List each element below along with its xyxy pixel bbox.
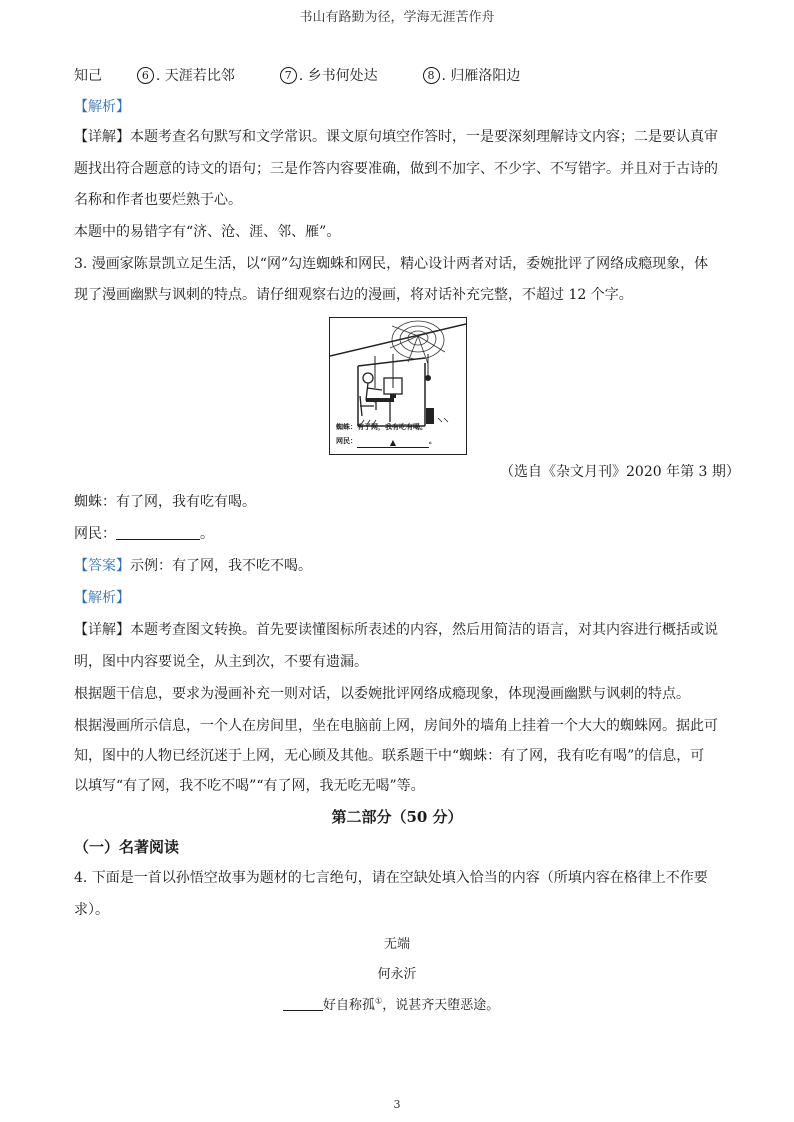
cartoon-source: （选自《杂文月刊》2020 年第 3 期） <box>500 464 740 480</box>
q2-item: . 天涯若比邻 <box>155 68 235 84</box>
q2-detail-line: 题找出符合题意的诗文的语句；三是作答内容要准确，做到不加字、不少字、不写错字。并且对于古诗的 <box>74 161 718 177</box>
q3-detail-line: 根据题干信息，要求为漫画补充一则对话，以委婉批评网络成瘾现象，体现漫画幽默与讽刺的特点。 <box>74 686 690 702</box>
poem-blank[interactable] <box>283 1010 323 1011</box>
q4-stem-line: 4. 下面是一首以孙悟空故事为题材的七言绝句，请在空缺处填入恰当的内容（所填内容在格律上不作要 <box>74 870 708 886</box>
q2-item: . 归雁洛阳边 <box>441 68 521 84</box>
poem-author: 何永沂 <box>377 967 417 982</box>
poem-title: 无端 <box>383 937 410 952</box>
answer-text: 示例：有了网，我不吃不喝。 <box>130 558 312 574</box>
netizen-prefix: 网民： <box>74 526 116 542</box>
cartoon-caption-spider: 蜘蛛：有了网，我有吃有喝。 <box>336 422 427 431</box>
poem-text: 好自称孤 <box>323 998 376 1013</box>
spider-line: 蜘蛛：有了网，我有吃有喝。 <box>74 494 256 510</box>
circled-number: 6 <box>137 67 154 84</box>
section-title: （一）名著阅读 <box>74 838 180 856</box>
detail-text: 本题考查名句默写和文学常识。课文原句填空作答时，一是要深刻理解诗文内容；二是要认真审 <box>130 129 718 145</box>
q2-detail-line: 名称和作者也要烂熟于心。 <box>74 192 242 208</box>
poem-text: ，说甚齐天堕恶途。 <box>382 998 500 1013</box>
q2-prefix: 知己 <box>74 68 102 84</box>
q2-answer-tail <box>74 66 520 86</box>
caption-prefix: 网民： <box>336 436 357 445</box>
footnote-mark: ① <box>375 996 383 1006</box>
detail-tag: 【详解】 <box>74 129 130 145</box>
netizen-line <box>74 524 214 544</box>
q2-analysis-tag: 【解析】 <box>74 99 130 115</box>
q2-item: . 乡书何处达 <box>298 68 378 84</box>
q3-detail-line: 以填写“有了网，我不吃不喝”“有了网，我无吃无喝”等。 <box>74 778 425 794</box>
q3-detail-line: 根据漫画所示信息，一个人在房间里，坐在电脑前上网，房间外的墙角上挂着一个大大的蜘蛛网。据此可 <box>74 718 718 734</box>
q3-stem-line: 现了漫画幽默与讽刺的特点。请仔细观察右边的漫画，将对话补充完整，不超过 12 个字。 <box>74 287 633 303</box>
answer-blank[interactable] <box>116 539 200 540</box>
detail-tag: 【详解】 <box>74 622 130 638</box>
answer-tag: 【答案】 <box>74 558 130 574</box>
q3-detail-line <box>74 620 718 640</box>
part-title: 第二部分（50 分） <box>331 808 463 826</box>
q3-stem-line: 3. 漫画家陈景凯立足生活，以“网”勾连蜘蛛和网民，精心设计两者对话，委婉批评了网络成瘾现象，体 <box>74 256 709 272</box>
cartoon-image <box>329 317 467 455</box>
cartoon-drawing <box>330 318 466 454</box>
q3-detail-line: 明，图中内容要说全，从主到次，不要有遗漏。 <box>74 654 368 670</box>
page-header: 书山有路勤为径，学海无涯苦作舟 <box>299 10 495 25</box>
caption-blank: ▲ <box>357 437 429 448</box>
circled-number: 8 <box>423 67 440 84</box>
q4-stem-line: 求）。 <box>74 902 109 918</box>
page-number: 3 <box>393 1098 401 1111</box>
detail-text: 本题考查图文转换。首先要读懂图标所表述的内容，然后用简洁的语言，对其内容进行概括或说 <box>130 622 718 638</box>
poem-line <box>283 994 499 1013</box>
q2-detail-line <box>74 127 718 147</box>
q3-answer <box>74 556 312 576</box>
cartoon-caption-netizen: 网民： ▲ 。 <box>336 436 436 447</box>
netizen-suffix: 。 <box>200 526 214 542</box>
q3-detail-line: 知，图中的人物已经沉迷于上网，无心顾及其他。联系题干中“蜘蛛：有了网，我有吃有喝”的信息，可 <box>74 748 705 764</box>
q3-analysis-tag: 【解析】 <box>74 590 130 606</box>
circled-number: 7 <box>280 67 297 84</box>
q2-detail-line: 本题中的易错字有“济、沧、涯、邻、雁”。 <box>74 224 341 240</box>
